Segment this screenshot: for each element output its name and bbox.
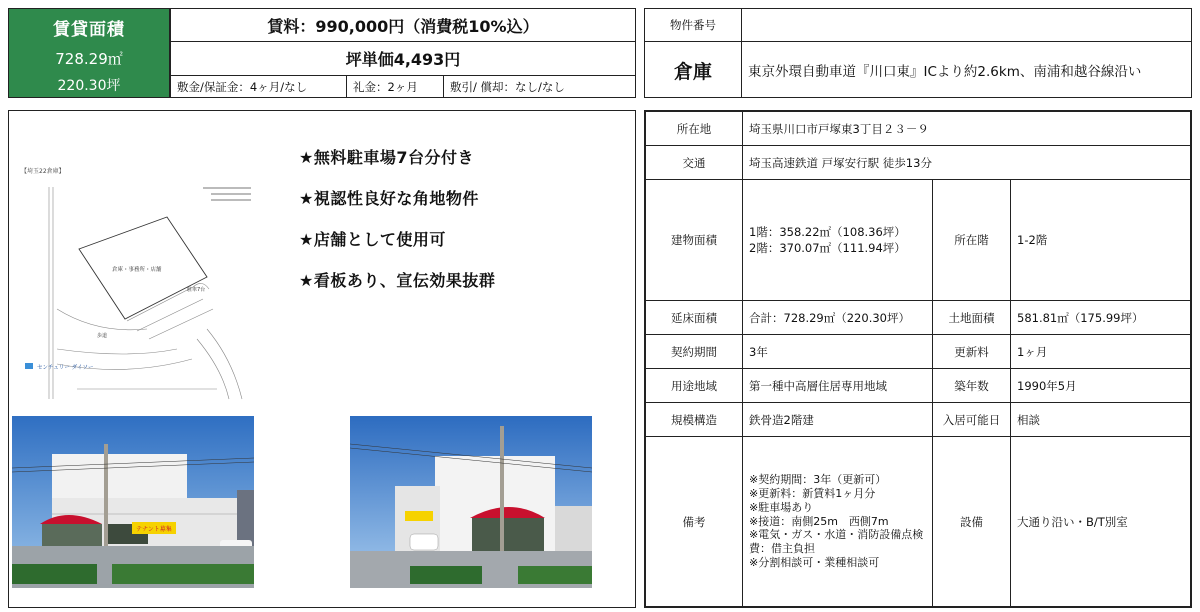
location-value: 埼玉県川口市戸塚東3丁目２３－９ bbox=[743, 112, 1191, 146]
land-area-label: 土地面積 bbox=[933, 301, 1011, 335]
equipment-label: 設備 bbox=[933, 437, 1011, 607]
company-name: センチュリー ダイソー bbox=[37, 365, 94, 371]
floor-plan-building-label: 倉庫・事務所・店舗 bbox=[112, 267, 162, 273]
table-row bbox=[646, 335, 1191, 369]
property-type bbox=[645, 42, 742, 98]
rental-area-tsubo: 220.30坪 bbox=[57, 78, 121, 94]
property-details-table bbox=[645, 111, 1191, 607]
total-floor-value: 合計：728.29㎡（220.30坪） bbox=[743, 301, 933, 335]
structure-label: 規模構造 bbox=[646, 403, 743, 437]
feature-item: ★視認性良好な角地物件 bbox=[299, 189, 479, 208]
feature-item: ★看板あり、宣伝効果抜群 bbox=[299, 271, 496, 290]
remarks-line: ※接道：南側25m 西側7m bbox=[749, 514, 889, 528]
transport-value: 埼玉高速鉄道 戸塚安行駅 徒歩13分 bbox=[743, 146, 1191, 180]
remarks-label: 備考 bbox=[646, 437, 743, 607]
price-box bbox=[170, 8, 636, 98]
rental-area-label: 賃貸面積 bbox=[53, 20, 125, 40]
building-area-label: 建物面積 bbox=[646, 180, 743, 301]
table-row bbox=[646, 146, 1191, 180]
rental-area-sqm: 728.29㎡ bbox=[55, 50, 123, 68]
floor-plan-road-label: 歩道 bbox=[97, 333, 108, 339]
rent-price: 賃料：990,000円（消費税10%込） bbox=[171, 9, 635, 42]
building-photo-front bbox=[12, 416, 254, 588]
deposit-row bbox=[171, 76, 635, 98]
feature-list bbox=[299, 145, 495, 309]
remarks-line: ※更新料：新賃料1ヶ月分 bbox=[749, 487, 876, 501]
floor-label: 所在階 bbox=[933, 180, 1011, 301]
move-in-value: 相談 bbox=[1011, 403, 1191, 437]
property-type-text: 倉庫 bbox=[673, 60, 712, 83]
built-label: 築年数 bbox=[933, 369, 1011, 403]
remarks-line: ※分割相談可・業種相談可 bbox=[749, 555, 880, 569]
table-row bbox=[646, 403, 1191, 437]
remarks-line: ※駐車場あり bbox=[749, 500, 814, 514]
tenant-sign-text: テナント募集 bbox=[136, 526, 172, 533]
built-value: 1990年5月 bbox=[1011, 369, 1191, 403]
table-row bbox=[646, 369, 1191, 403]
property-header-box bbox=[644, 8, 1192, 98]
renewal-label: 更新料 bbox=[933, 335, 1011, 369]
building-area-floor2: 2階：370.07㎡（111.94坪） bbox=[749, 241, 906, 255]
floor-value: 1-2階 bbox=[1011, 180, 1191, 301]
property-overview-box bbox=[8, 110, 636, 608]
floor-plan-drawing bbox=[17, 159, 265, 437]
transport-label: 交通 bbox=[646, 146, 743, 180]
table-row bbox=[646, 301, 1191, 335]
table-row bbox=[646, 112, 1191, 146]
floor-plan-title: 【埼玉22倉庫】 bbox=[21, 168, 65, 175]
building-area-floor1: 1階：358.22㎡（108.36坪） bbox=[749, 225, 906, 239]
feature-item: ★無料駐車場7台分付き bbox=[299, 148, 474, 167]
zoning-value: 第一種中高層住居専用地域 bbox=[743, 369, 933, 403]
structure-value: 鉄骨造2階建 bbox=[743, 403, 933, 437]
total-floor-label: 延床面積 bbox=[646, 301, 743, 335]
table-row bbox=[646, 437, 1191, 607]
move-in-label: 入居可能日 bbox=[933, 403, 1011, 437]
contract-label: 契約期間 bbox=[646, 335, 743, 369]
zoning-label: 用途地域 bbox=[646, 369, 743, 403]
equipment-value: 大通り沿い・B/T別室 bbox=[1011, 437, 1191, 607]
deposit: 敷金/保証金：4ヶ月/なし bbox=[171, 76, 347, 98]
property-number bbox=[742, 9, 1191, 42]
floor-plan-parking-label: 駐車7台 bbox=[187, 287, 206, 293]
amortization: 敷引/ 償却：なし/なし bbox=[450, 80, 565, 94]
building-photo-side bbox=[350, 416, 592, 588]
remarks-line: ※電気・ガス・水道・消防設備点検費：借主負担 bbox=[749, 528, 924, 556]
property-details-box bbox=[644, 110, 1192, 608]
remarks-line: ※契約期間：3年（更新可） bbox=[749, 473, 887, 487]
unit-price: 坪単価4,493円 bbox=[171, 42, 635, 76]
building-area-value bbox=[743, 180, 933, 301]
company-logo-icon bbox=[25, 363, 33, 369]
property-number-label: 物件番号 bbox=[645, 9, 742, 42]
rental-area-box bbox=[8, 8, 170, 98]
renewal-value: 1ヶ月 bbox=[1011, 335, 1191, 369]
feature-item: ★店舗として使用可 bbox=[299, 230, 446, 249]
land-area-value: 581.81㎡（175.99坪） bbox=[1011, 301, 1191, 335]
key-money: 礼金：2ヶ月 bbox=[347, 76, 444, 98]
remarks-value bbox=[743, 437, 933, 607]
property-access-description: 東京外環自動車道『川口東』ICより約2.6km、南浦和越谷線沿い bbox=[748, 64, 1142, 80]
table-row bbox=[646, 180, 1191, 301]
location-label: 所在地 bbox=[646, 112, 743, 146]
contract-value: 3年 bbox=[743, 335, 933, 369]
